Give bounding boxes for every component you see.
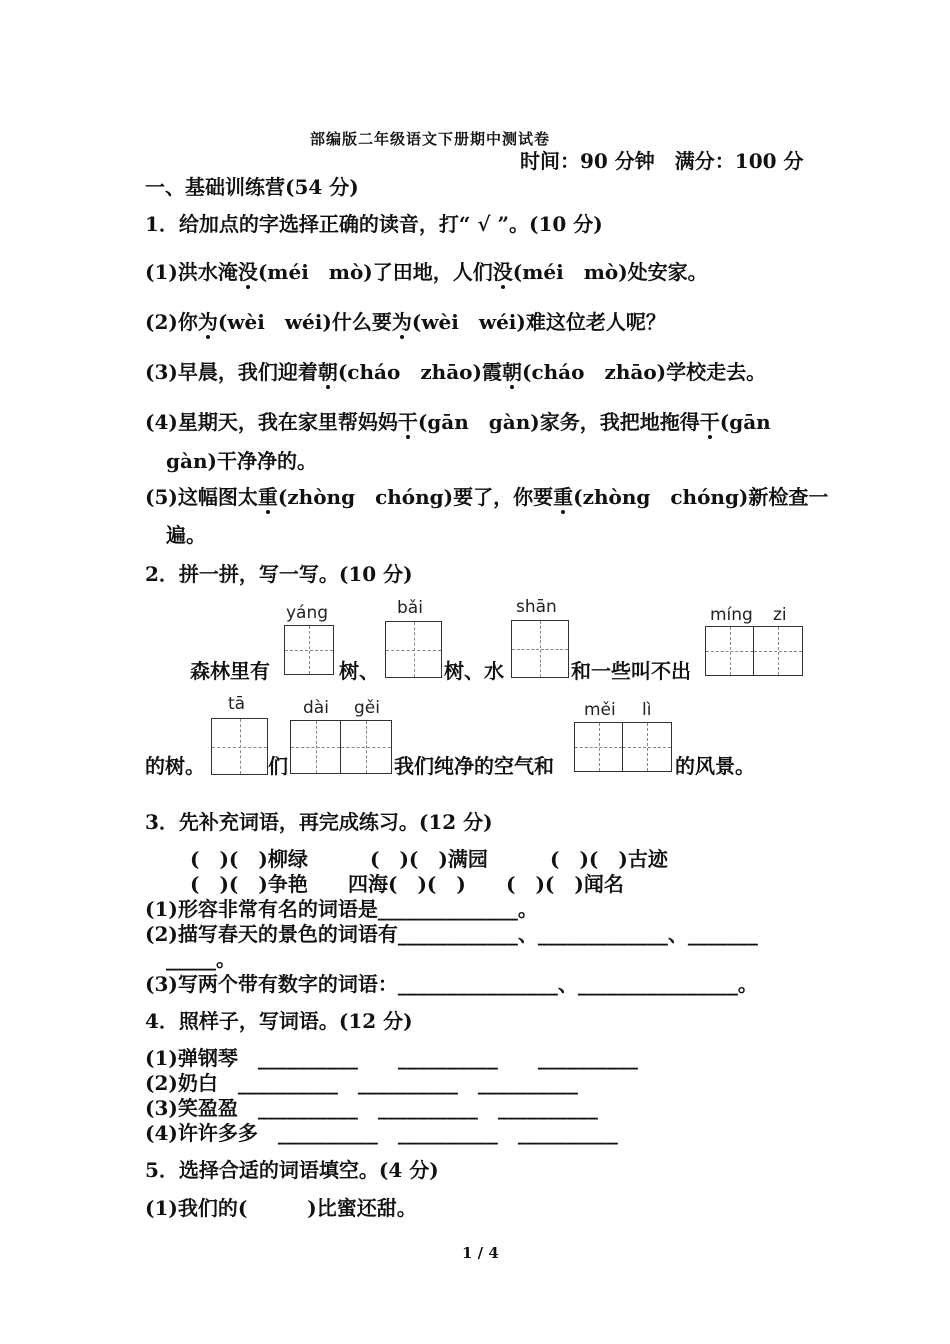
dotted-char: 没 (237, 260, 258, 284)
dotted-char: 重 (257, 485, 278, 509)
dotted-char: 干 (397, 410, 418, 434)
q2-row1-text-4: 和一些叫不出 (571, 659, 691, 683)
fill-word-1[interactable]: ( )( )柳绿 (190, 847, 308, 871)
q1-line-5-cont: 遍。 (166, 523, 206, 547)
pinyin-zi: zi (773, 605, 787, 625)
q1-line-4-cont: gàn)干净净的。 (166, 449, 317, 473)
page-title: 部编版二年级语文下册期中测试卷 (310, 130, 551, 148)
dotted-char: 重 (553, 485, 574, 509)
writing-grid-shan[interactable] (511, 620, 569, 678)
q2-row1-text-2: 树、 (339, 659, 379, 683)
q2-row2-text-1: 的树。 (145, 754, 205, 778)
pinyin-gei: gěi (354, 698, 380, 718)
question-5-heading: 5．选择合适的词语填空。(4 分) (145, 1158, 439, 1182)
time-score-info: 时间：90 分钟 满分：100 分 (520, 149, 804, 173)
q2-row2-text-2: 们 (268, 754, 288, 778)
writing-grid-yang[interactable] (284, 625, 334, 675)
page-number: 1 / 4 (462, 1244, 499, 1262)
writing-grid-ta[interactable] (211, 718, 268, 775)
writing-grid-meili[interactable] (574, 722, 672, 772)
pinyin-ta: tā (228, 694, 246, 714)
dotted-char: 朝 (317, 360, 338, 384)
dotted-char: 为 (391, 310, 412, 334)
pinyin-shan: shān (516, 597, 557, 617)
pinyin-bai: bǎi (397, 598, 423, 618)
dotted-char: 干 (699, 410, 720, 434)
q1-line-3: (3)早晨，我们迎着朝(cháo zhāo)霞朝(cháo zhāo)学校走去。 (145, 360, 767, 384)
dotted-char: 朝 (501, 360, 522, 384)
q2-row1-text-3: 树、水 (444, 659, 504, 683)
q2-row1-text-1: 森林里有 (190, 659, 270, 683)
fill-word-4[interactable]: ( )( )争艳 (190, 872, 308, 896)
q5-sub-1[interactable]: (1)我们的( )比蜜还甜。 (145, 1196, 417, 1220)
q1-line-2: (2)你为(wèi wéi)什么要为(wèi wéi)难这位老人呢？ (145, 310, 666, 334)
q2-row2-text-3: 我们纯净的空气和 (394, 754, 554, 778)
q2-row2-text-4: 的风景。 (675, 754, 755, 778)
writing-grid-mingzi[interactable] (705, 626, 803, 676)
pinyin-mei: měi (584, 700, 616, 720)
question-1-heading: 1．给加点的字选择正确的读音，打“ √ ”。(10 分) (145, 212, 603, 236)
writing-grid-bai[interactable] (385, 621, 442, 678)
fill-word-5[interactable]: 四海( )( ) (348, 872, 466, 896)
fill-word-6[interactable]: ( )( )闻名 (506, 872, 624, 896)
pinyin-dai: dài (303, 698, 329, 718)
q4-row-2[interactable]: (2)奶白 __________ __________ __________ (145, 1071, 578, 1095)
q1-line-4: (4)星期天，我在家里帮妈妈干(gān gàn)家务，我把地拖得干(gān (145, 410, 771, 434)
pinyin-ming: míng (710, 605, 753, 625)
question-3-heading: 3．先补充词语，再完成练习。(12 分) (145, 810, 493, 834)
question-2-heading: 2．拼一拼，写一写。(10 分) (145, 562, 413, 586)
dotted-char: 为 (197, 310, 218, 334)
q4-row-4[interactable]: (4)许许多多 __________ __________ __________ (145, 1121, 618, 1145)
pinyin-yang: yáng (286, 603, 329, 623)
q1-line-5: (5)这幅图太重(zhòng chóng)要了，你要重(zhòng chóng)新检查一 (145, 485, 829, 509)
dotted-char: 没 (492, 260, 513, 284)
question-4-heading: 4．照样子，写词语。(12 分) (145, 1009, 413, 1033)
q3-sub-2[interactable]: (2)描写春天的景色的词语有____________、_____________、_______ (145, 922, 758, 946)
q4-row-1[interactable]: (1)弹钢琴 __________ __________ __________ (145, 1046, 638, 1070)
q3-sub-1[interactable]: (1)形容非常有名的词语是______________。 (145, 897, 538, 921)
pinyin-li: lì (642, 700, 652, 720)
writing-grid-daigei[interactable] (290, 720, 392, 774)
q3-sub-2-cont[interactable]: _____。 (166, 947, 236, 971)
fill-word-3[interactable]: ( )( )古迹 (550, 847, 668, 871)
section-heading: 一、基础训练营(54 分) (145, 175, 359, 199)
q1-line-1: (1)洪水淹没(méi mò)了田地，人们没(méi mò)处安家。 (145, 260, 708, 284)
q4-row-3[interactable]: (3)笑盈盈 __________ __________ __________ (145, 1096, 598, 1120)
fill-word-2[interactable]: ( )( )满园 (370, 847, 488, 871)
q3-sub-3[interactable]: (3)写两个带有数字的词语：________________、________________。 (145, 972, 758, 996)
